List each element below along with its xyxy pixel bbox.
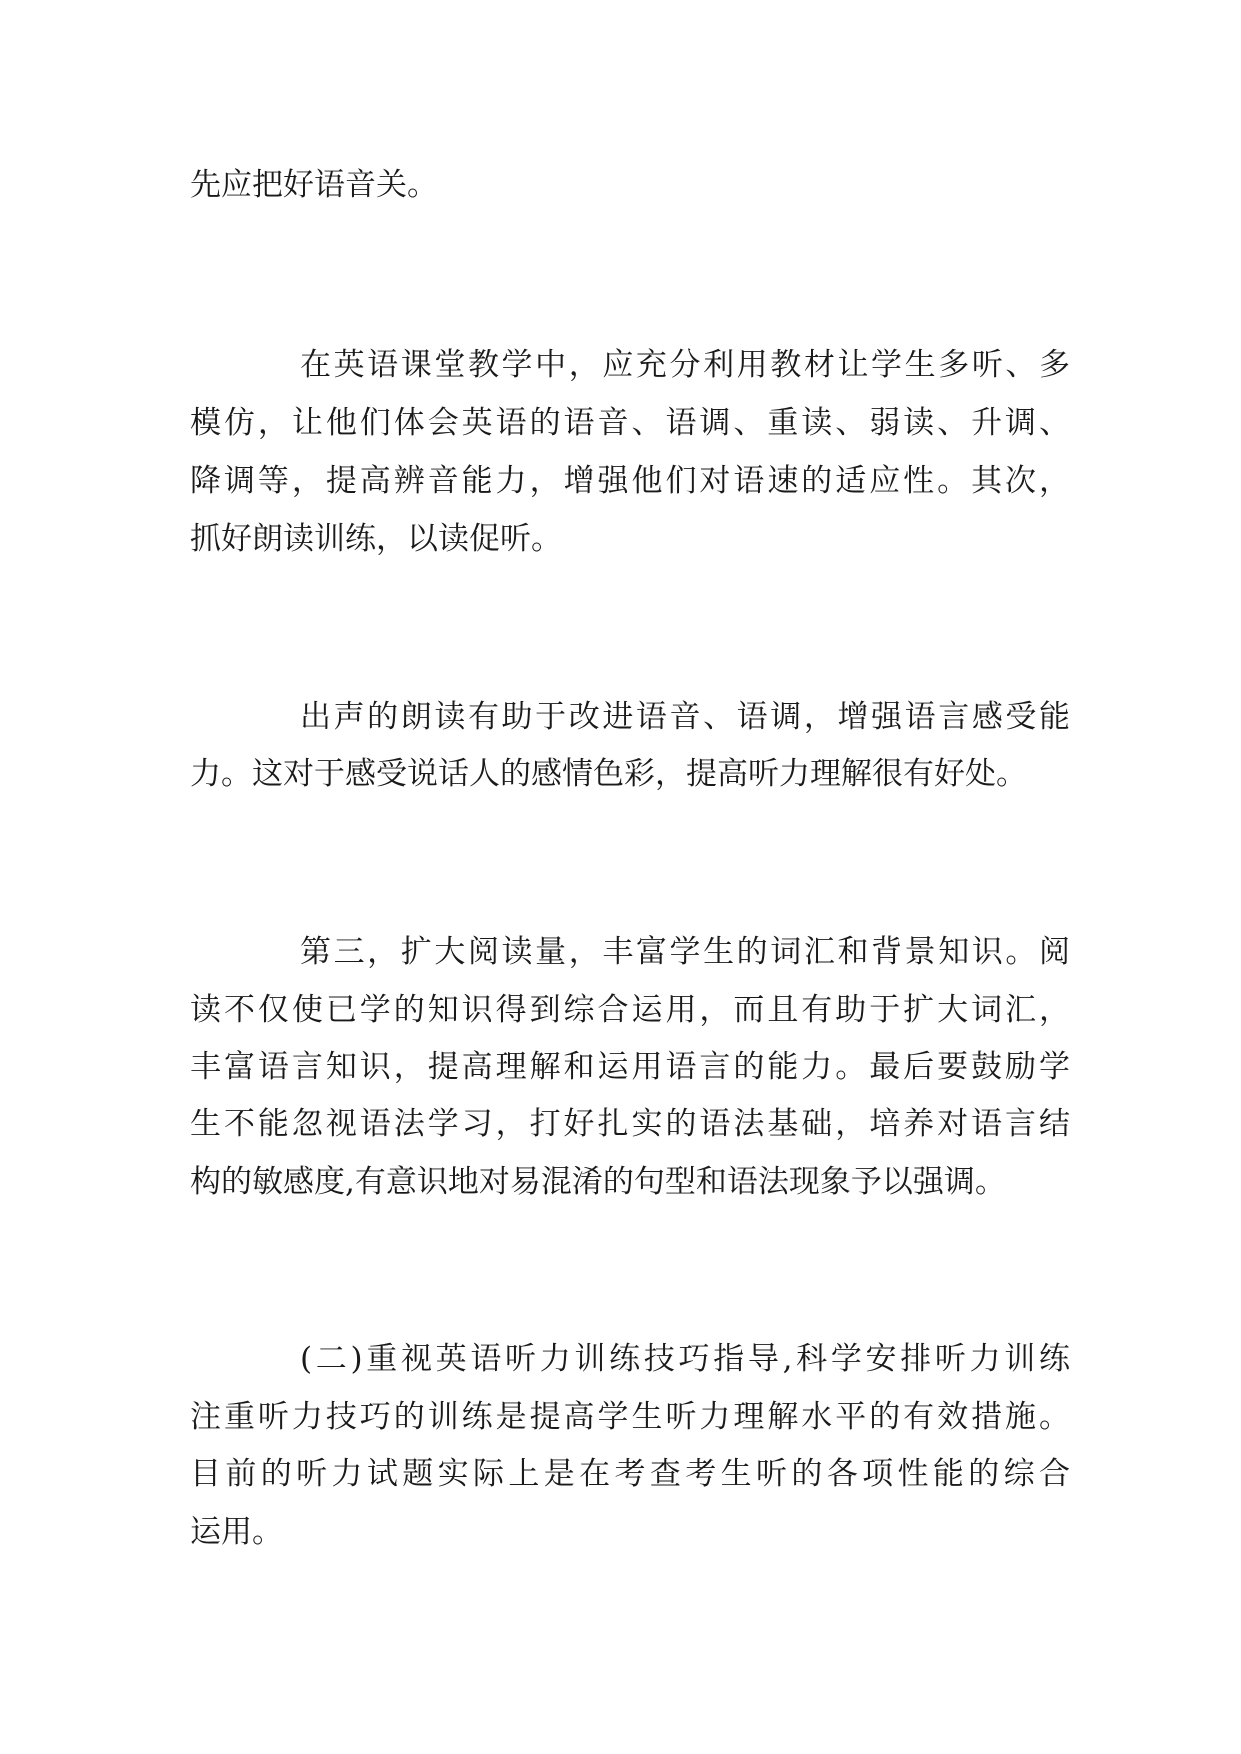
paragraph-4-line-2: 读不仅使已学的知识得到综合运用，而且有助于扩大词汇， (190, 992, 1070, 1028)
paragraph-2-line-4: 抓好朗读训练，以读促听。 (190, 521, 562, 557)
paragraph-5-line-3: 目前的听力试题实际上是在考查考生听的各项性能的综合 (190, 1456, 1070, 1492)
paragraph-3-line-1: 出声的朗读有助于改进语音、语调，增强语言感受能 (300, 699, 1070, 735)
paragraph-4-line-1: 第三，扩大阅读量，丰富学生的词汇和背景知识。阅 (300, 934, 1070, 970)
paragraph-2-line-3: 降调等，提高辨音能力，增强他们对语速的适应性。其次， (190, 463, 1070, 499)
paragraph-2-line-2: 模仿，让他们体会英语的语音、语调、重读、弱读、升调、 (190, 405, 1070, 441)
paragraph-5-line-2: 注重听力技巧的训练是提高学生听力理解水平的有效措施。 (190, 1399, 1070, 1435)
paragraph-5-line-1: (二)重视英语听力训练技巧指导,科学安排听力训练 (300, 1341, 1070, 1377)
paragraph-3-line-2: 力。这对于感受说话人的感情色彩，提高听力理解很有好处。 (190, 756, 1027, 792)
paragraph-4-line-5: 构的敏感度,有意识地对易混淆的句型和语法现象予以强调。 (190, 1164, 1006, 1200)
paragraph-5-line-4: 运用。 (190, 1514, 283, 1550)
paragraph-2-line-1: 在英语课堂教学中，应充分利用教材让学生多听、多 (300, 347, 1070, 383)
paragraph-4-line-3: 丰富语言知识，提高理解和运用语言的能力。最后要鼓励学 (190, 1049, 1070, 1085)
paragraph-4-line-4: 生不能忽视语法学习，打好扎实的语法基础，培养对语言结 (190, 1106, 1070, 1142)
paragraph-1-line-1: 先应把好语音关。 (190, 167, 438, 203)
